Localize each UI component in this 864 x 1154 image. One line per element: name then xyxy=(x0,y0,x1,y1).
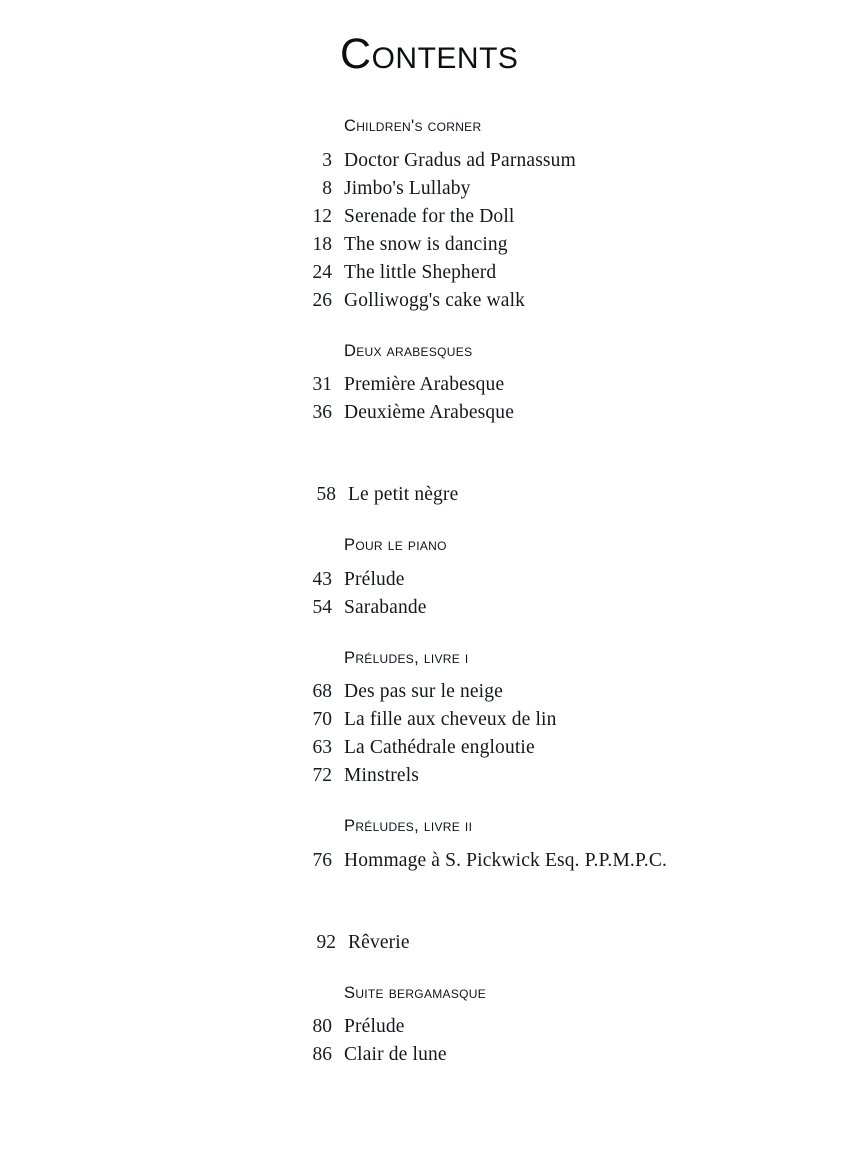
toc-section xyxy=(0,537,864,622)
entry-title: Des pas sur le neige xyxy=(344,681,503,702)
section-header: Préludes, livre i xyxy=(344,648,469,667)
toc-section xyxy=(0,818,864,875)
entry-title: La Cathédrale engloutie xyxy=(344,737,535,758)
entry-title: Prélude xyxy=(344,1016,405,1037)
entry-title: Rêverie xyxy=(348,931,410,953)
toc-entry[interactable] xyxy=(0,762,864,790)
entry-page-number: 92 xyxy=(316,931,336,953)
toc-entry[interactable] xyxy=(0,175,864,203)
section-header: Pour le piano xyxy=(344,536,447,554)
entry-title: The snow is dancing xyxy=(344,233,508,255)
toc-entry[interactable] xyxy=(0,847,864,875)
entry-title: Clair de lune xyxy=(344,1044,447,1065)
entry-page-number: 68 xyxy=(312,681,332,702)
entry-page-number: 76 xyxy=(312,849,332,871)
toc-entry[interactable] xyxy=(0,203,864,231)
entry-title: Le petit nègre xyxy=(348,484,459,505)
toc-entry[interactable] xyxy=(0,1041,864,1069)
section-header: Deux arabesques xyxy=(344,341,473,360)
section-spacer xyxy=(0,903,864,929)
toc-section xyxy=(0,650,864,791)
entry-page-number: 72 xyxy=(312,765,332,786)
toc-entry[interactable] xyxy=(0,929,864,957)
entry-page-number: 26 xyxy=(312,289,332,311)
entry-page-number: 63 xyxy=(312,737,332,758)
toc-entry[interactable] xyxy=(0,481,864,509)
entry-page-number: 80 xyxy=(312,1016,332,1037)
entry-page-number: 36 xyxy=(312,402,332,423)
toc-entry[interactable] xyxy=(0,231,864,259)
toc-entry[interactable] xyxy=(0,287,864,315)
entry-page-number: 86 xyxy=(312,1044,332,1065)
entry-title: Prélude xyxy=(344,568,405,590)
entry-page-number: 31 xyxy=(312,374,332,395)
entry-page-number: 3 xyxy=(322,149,332,171)
section-spacer xyxy=(0,455,864,481)
toc-section xyxy=(0,118,864,315)
toc-section xyxy=(0,903,864,957)
entry-page-number: 70 xyxy=(312,709,332,730)
page-title: Contents xyxy=(340,30,519,78)
section-header: Préludes, livre ii xyxy=(344,817,473,835)
table-of-contents xyxy=(0,118,864,1069)
toc-section xyxy=(0,985,864,1070)
toc-entry[interactable] xyxy=(0,678,864,706)
toc-entry[interactable] xyxy=(0,594,864,622)
entry-title: Hommage à S. Pickwick Esq. P.P.M.P.C. xyxy=(344,849,667,871)
entry-page-number: 12 xyxy=(312,205,332,227)
toc-entry[interactable] xyxy=(0,1013,864,1041)
entry-title: Jimbo's Lullaby xyxy=(344,177,471,199)
toc-section xyxy=(0,455,864,509)
toc-entry[interactable] xyxy=(0,147,864,175)
entry-page-number: 54 xyxy=(312,596,332,618)
toc-entry[interactable] xyxy=(0,371,864,399)
toc-entry[interactable] xyxy=(0,566,864,594)
section-header: Suite bergamasque xyxy=(344,983,487,1002)
entry-title: Minstrels xyxy=(344,765,420,786)
entry-title: Sarabande xyxy=(344,596,427,618)
entry-title: Doctor Gradus ad Parnassum xyxy=(344,149,576,171)
toc-entry[interactable] xyxy=(0,259,864,287)
entry-page-number: 24 xyxy=(312,261,332,283)
entry-page-number: 8 xyxy=(322,177,332,199)
toc-section xyxy=(0,343,864,428)
toc-entry[interactable] xyxy=(0,706,864,734)
toc-entry[interactable] xyxy=(0,734,864,762)
section-header: Children's corner xyxy=(344,117,482,135)
entry-title: Golliwogg's cake walk xyxy=(344,289,526,311)
entry-title: Deuxième Arabesque xyxy=(344,402,515,423)
entry-title: La fille aux cheveux de lin xyxy=(344,709,557,730)
entry-page-number: 18 xyxy=(312,233,332,255)
entry-title: The little Shepherd xyxy=(344,261,497,283)
toc-entry[interactable] xyxy=(0,399,864,427)
entry-title: Serenade for the Doll xyxy=(344,205,515,227)
entry-page-number: 43 xyxy=(312,568,332,590)
entry-title: Première Arabesque xyxy=(344,374,505,395)
entry-page-number: 58 xyxy=(316,484,336,505)
